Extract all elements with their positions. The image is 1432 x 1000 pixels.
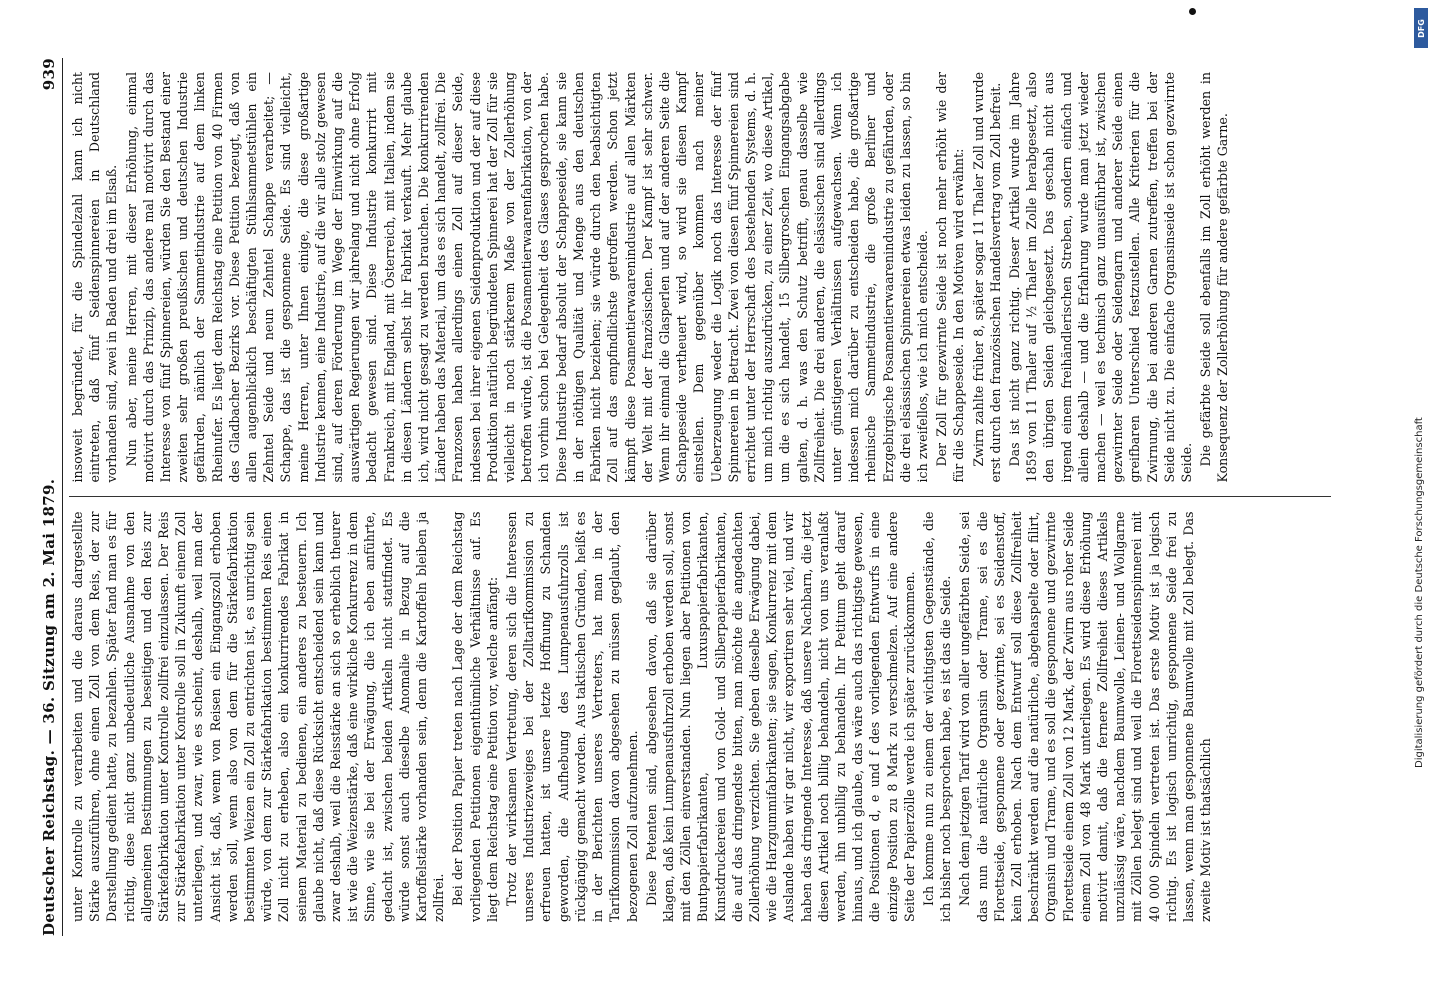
- paragraph: unter Kontrolle zu verarbeiten und die daraus dargestellte Stärke auszuführen, ohne einen Zoll von dem Reis, der zur Darstellung gedient hatte, zu bezahlen. Später fand man es für richtig, diese nicht ganz unbedeutliche Ausnahme von den allgemeinen Bestimmungen zu beseitigen und den Reis zur Stärkefabrikation unter Kontrolle zollfrei einzulassen. Der Reis zur Stärkefabrikation unter Kontrolle soll in Zukunft einem Zoll unterliegen, und zwar, wie es scheint, deshalb, weil man der Ansicht ist, daß, wenn von Reisen ein Eingangszoll erhoben werden soll, wenn also von dem für die Stärkefabrikation bestimmten Weizen ein Zoll zu entrichten ist, es unrichtig sein würde, von dem zur Stärkefabrikation bestimmten Reis einen Zoll nicht zu erheben, also ein konkurrirendes Fabrikat in seinem Material zu bedienen, ein anderes zu besteuern. Ich glaube nicht, daß diese Rücksicht entscheidend sein kann und zwar deshalb, weil die Reisstärke an sich so erheblich theurer ist wie die Weizenstärke, daß eine wirkliche Konkurrenz in dem Sinne, wie sie bei der Erwägung, die ich eben anführte, gedacht ist, zwischen beiden Artikeln nicht stattfindet. Es würde sonst auch dieselbe Anomalie in Bezug auf die Kartoffelstärke vorhanden sein, denn die Kartoffeln bleiben ja zollfrei.: [70, 511, 447, 922]
- paragraph: Der Zoll für gezwirnte Seide ist noch mehr erhöht wie der für die Schappeseide. In den Motiven wird erwähnt:: [934, 72, 967, 483]
- text-columns: [69, 58, 1331, 936]
- page-header-title: Deutscher Reichstag. — 36. Sitzung am 2. Mai 1879.: [40, 478, 58, 936]
- paragraph: Trotz der wirksamen Vertretung, deren sich die Interessen unseres Industriezweiges bei der Zolltarifkommission zu erfreuen hatten, ist unsere letzte Hoffnung zu Schanden geworden, die Aufhebung des Lumpenausfuhrzolls ist rückgängig gemacht worden. Aus taktischen Gründen, heißt es in der Berichten unseres Vertreters, hat man in der Tarifkommission davon abgesehen zu müssen geglaubt, den bezogenen Zoll aufzunehmen.: [504, 511, 640, 922]
- column-left: [69, 497, 1331, 937]
- page-number: 939: [40, 58, 58, 91]
- paragraph: insoweit begründet, für die Spindelzahl kann ich nicht eintreten, daß fünf Seidenspinnereien in Deutschland vorhanden sind, zwei in Baden und drei im Elsaß.: [70, 72, 120, 483]
- paragraph: Das ist nicht ganz richtig. Dieser Artikel wurde im Jahre 1859 von 11 Thaler auf ½ Thaler im Zolle herabgesetzt, also den übrigen Seiden gleichgesetzt. Das geschah nicht aus irgend einem freihändlerischen Streben, sondern einfach und allein deshalb — und die Erfahrung wurde man jetzt wieder machen — weil es technisch ganz unausführbar ist, zwischen gezwirnter Seide oder Seidengarn und anderer Seide einen greifbaren Unterschied festzustellen. Alle Kriterien für die Zwirnung, die bei anderen Garnen zutreffen, treffen bei der Seide nicht zu. Die einfache Organsinseide ist schon gezwirnte Seide.: [1006, 72, 1194, 483]
- column-right: [69, 58, 1331, 497]
- digitization-credit-text: Digitalisierung gefördert durch die Deutsche Forschungsgemeinschaft: [1414, 417, 1425, 768]
- dfg-logo-text: DFG: [1416, 18, 1426, 38]
- digitization-credit: [1410, 8, 1432, 768]
- paragraph: Nach dem jetzigen Tarif wird von aller ungefärbten Seide, sei das nun die natürliche Organsin oder Trame, sei es die Florettseide, gesponnene oder gezwirnte, sei es Seidenstoff, kein Zoll erhoben. Nach dem Entwurf soll diese Zollfreiheit beschränkt werden auf die natürliche, abgehaspelte oder filirt, Organsin und Trame, und es soll die gesponnene und gezwirnte Florettseide einem Zoll von 12 Mark, der Zwirn aus roher Seide einem Zoll von 48 Mark unterliegen. Es wird diese Erhöhung motivirt damit, daß die fernere Zollfreiheit dieses Artikels unzulässig wäre, nachdem Baumwolle, Leinen- und Wollgarne mit Zöllen belegt sind und weil die Florettseidenspinnerei mit 40 000 Spindeln vertreten ist. Das erste Motiv ist ja logisch richtig. Es ist logisch unrichtig, gesponnene Seide frei zu lassen, wenn man gesponnene Baumwolle mit Zoll belegt. Das zweite Motiv ist thatsächlich: [957, 511, 1214, 922]
- scan-speck: [1189, 8, 1196, 15]
- paragraph: Nun aber, meine Herren, mit dieser Erhöhung, einmal motivirt durch das Prinzip, das andere mal motivirt durch das Interesse von fünf Spinnereien, würden Sie den Bestand einer zweiten sehr großen preußischen und deutschen Industrie gefährden, nämlich der Sammetindustrie auf dem linken Rheinufer. Es liegt dem Reichstag eine Petition von 40 Firmen des Gladbacher Bezirks vor. Diese Petition bezeugt, daß von allen augenblicklich beschäftigten Stühlsammetstühlen ein Zehntel Seide und neun Zehntel Schappe verarbeitet; — Schappe, das ist die gesponnene Seide. Es sind vielleicht, meine Herren, unter Ihnen einige, die diese großartige Industrie kennen, eine Industrie, auf die wir alle stolz gewesen sind, auf deren Förderung im Wege der Einwirkung auf die auswärtigen Regierungen wir jahrelang und nicht ohne Erfolg bedacht gewesen sind. Diese Industrie konkurrirt mit Frankreich, mit England, mit Österreich, mit Italien, indem sie in diesen Ländern selbst ihr Fabrikat verkauft. Mehr glaube ich, wird nicht gesagt zu werden brauchen. Die konkurrirenden Länder haben das Material, um das es sich handelt, zollfrei. Die Franzosen haben allerdings einen Zoll auf dieser Seide, indessen bei ihrer eigenen Seidenproduktion und der auf diese Produktion natürlich begründeten Spinnerei hat der Zoll für sie vielleicht in noch stärkerem Maße von der Zollerhöhung betroffen würde, ist die Posamentierwaarenfabrikation, von der ich vorhin schon bei Gelegenheit des Glases gesprochen habe. Diese Industrie bedarf absolut der Schappeseide, sie kann sie in der nöthigen Qualität und Menge aus den deutschen Fabriken nicht beziehen; sie würde durch den beabsichtigten Zoll auf das empfindlichste getroffen werden. Schon jetzt kämpft diese Posamentierwaarenindustrie auf allen Märkten der Welt mit der französischen. Der Kampf ist sehr schwer. Wenn ihr einmal die Glasperlen und auf der anderen Seite die Schappeseide vertheuert wird, so wird sie diesen Kampf einstellen. Dem gegenüber kommen nach meiner Ueberzeugung weder die Logik noch das Interesse der fünf Spinnereien in Betracht. Zwei von diesen fünf Spinnereien sind errichtet unter der Herrschaft des bestehenden Systems, d. h. um mich richtig auszudrücken, zu einer Zeit, wo diese Artikel, um die es sich handelt, 15 Silbergroschen Eingangsabgabe galten, d. h. was den Schutz betrifft, genau dasselbe wie Zollfreiheit. Die drei anderen, die elsässischen sind allerdings unter günstigeren Verhältnissen aufgewachsen. Wenn ich indessen mich darüber zu entscheiden habe, die großartige rheinische Sammetindustrie, die große Berliner und Erzgebirgische Posamentierwaarenindustrie zu gefährden, oder die drei elsässischen Spinnereien etwas leiden zu lassen, so bin ich zweifellos, wie ich mich entscheide.: [123, 72, 930, 483]
- paragraph: Die gefärbte Seide soll ebenfalls im Zoll erhöht werden in Konsequenz der Zollerhöhung für andere gefärbte Garne.: [1198, 72, 1231, 483]
- paragraph: Zwirn zahlte früher 8, später sogar 11 Thaler Zoll und wurde erst durch den französischen Handelsvertrag vom Zoll befreit.: [970, 72, 1003, 483]
- paragraph: Ich komme nun zu einem der wichtigsten Gegenstände, die ich bisher noch besprochen habe, es ist das die Seide.: [920, 511, 954, 922]
- paragraph: Diese Petenten sind, abgesehen davon, daß sie darüber klagen, daß kein Lumpenausfuhrzoll erhoben werden soll, sonst mit den Zöllen einverstanden. Nun liegen aber Petitionen von Buntpapierfabrikanten, Luxuspapierfabrikanten, Kunstdruckereien und von Gold- und Silberpapierfabrikanten, die auf das dringendste bitten, man möchte die angedachten Zollerhöhung verzichten. Sie geben dieselbe Erwägung dabei, wie die Harzgummifabrikanten; sie sagen, Konkurrenz mit dem Auslande haben wir gar nicht, wir exportiren sehr viel, und wir haben das dringende Interesse, daß unsere Nachbarn, die jetzt diesen Artikel noch billig behandeln, nicht von uns veranlaßt werden, ihn unbillig zu behandeln. Ihr Petitum geht darauf hinaus, und ich glaube, das wäre auch das richtigste gewesen, die Positionen d, e und f des vorliegenden Entwurfs in eine einzige Position zu 8 Mark zu verschmelzen. Auf eine andere Seite der Papierzölle werde ich später zurückkommen.: [643, 511, 917, 922]
- paragraph: Bei der Position Papier treten nach Lage der dem Reichstag vorliegenden Petitionen eigenthümliche Verhältnisse auf. Es liegt dem Reichstag eine Petition vor, welche anfängt:: [450, 511, 500, 922]
- page-header: [40, 58, 63, 936]
